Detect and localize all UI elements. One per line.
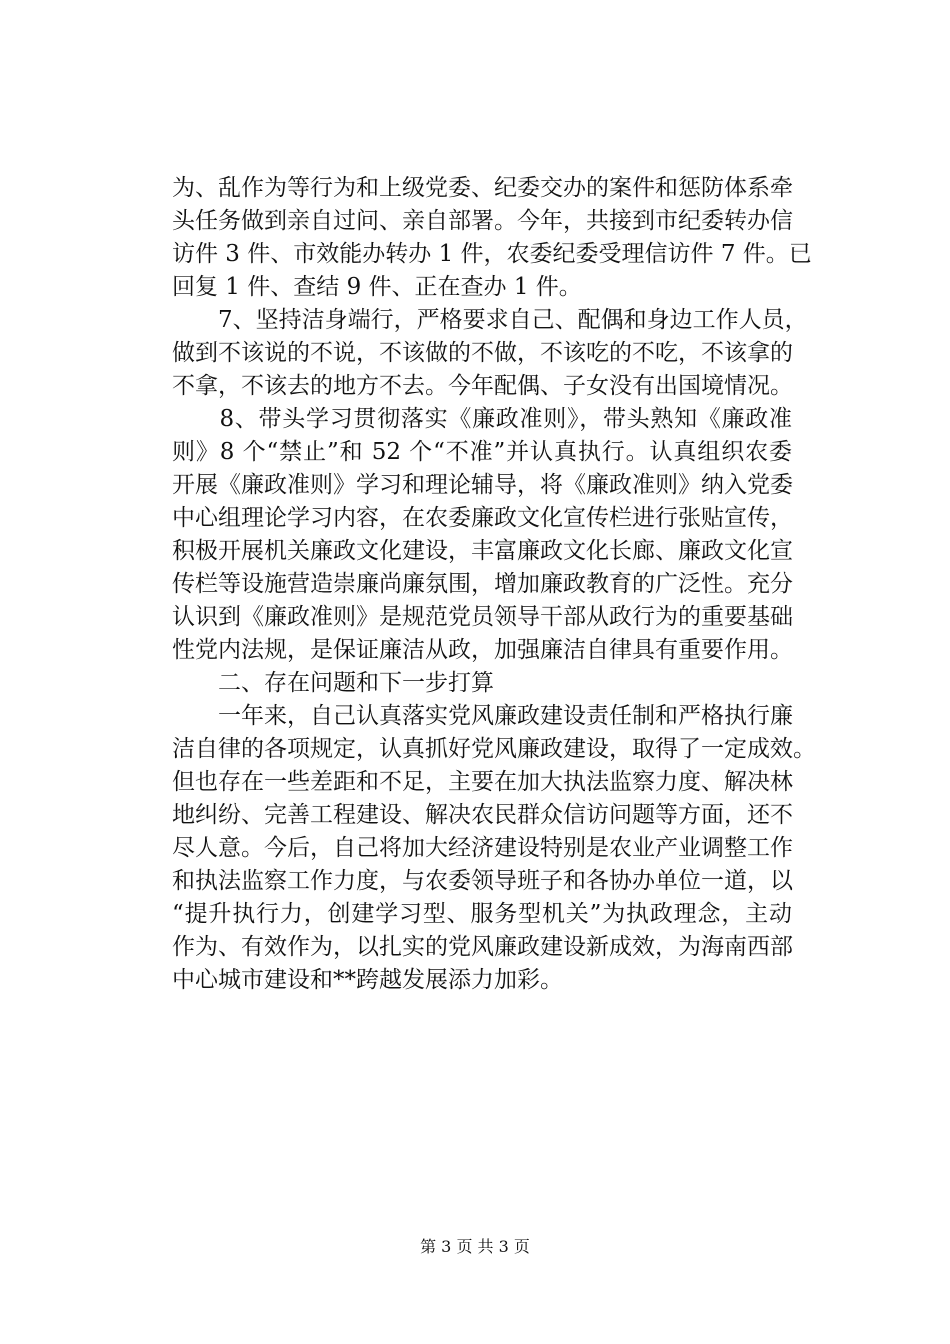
text-line: 7、坚持洁身端行，严格要求自己、配偶和身边工作人员，: [172, 307, 808, 333]
text-line: 和执法监察工作力度，与农委领导班子和各协办单位一道，以: [172, 868, 793, 894]
text-line: 性党内法规，是保证廉洁从政，加强廉洁自律具有重要作用。: [172, 637, 793, 663]
text-line: “提升执行力，创建学习型、服务型机关”为执政理念，主动: [172, 901, 792, 927]
text-line: 中心组理论学习内容，在农委廉政文化宣传栏进行张贴宣传，: [172, 505, 793, 531]
text-line: 认识到《廉政准则》是规范党员领导干部从政行为的重要基础: [172, 604, 793, 630]
text-line: 洁自律的各项规定，认真抓好党风廉政建设，取得了一定成效。: [172, 736, 816, 762]
text-line: 一年来，自己认真落实党风廉政建设责任制和严格执行廉: [172, 703, 793, 729]
document-body: [172, 172, 816, 997]
text-line: 尽人意。今后，自己将加大经济建设特别是农业产业调整工作: [172, 835, 793, 861]
text-line: 头任务做到亲自过问、亲自部署。今年，共接到市纪委转办信: [172, 208, 793, 234]
page-footer: 第 3 页 共 3 页: [420, 1237, 530, 1256]
text-line: 中心城市建设和**跨越发展添力加彩。: [172, 967, 563, 993]
text-line: 二、存在问题和下一步打算: [172, 670, 494, 696]
text-line: 作为、有效作为，以扎实的党风廉政建设新成效，为海南西部: [172, 934, 793, 960]
text-line: 访件 3 件、市效能办转办 1 件，农委纪委受理信访件 7 件。已: [172, 241, 812, 267]
text-line: 传栏等设施营造崇廉尚廉氛围，增加廉政教育的广泛性。充分: [172, 571, 793, 597]
text-line: 则》8 个“禁止”和 52 个“不准”并认真执行。认真组织农委: [172, 439, 792, 465]
text-line: 8、带头学习贯彻落实《廉政准则》，带头熟知《廉政准: [172, 406, 792, 432]
text-line: 回复 1 件、查结 9 件、正在查办 1 件。: [172, 274, 582, 300]
text-line: 开展《廉政准则》学习和理论辅导，将《廉政准则》纳入党委: [172, 472, 793, 498]
text-line: 地纠纷、完善工程建设、解决农民群众信访问题等方面，还不: [172, 802, 793, 828]
text-line: 但也存在一些差距和不足，主要在加大执法监察力度、解决林: [172, 769, 793, 795]
text-line: 做到不该说的不说，不该做的不做，不该吃的不吃，不该拿的: [172, 340, 793, 366]
text-line: 为、乱作为等行为和上级党委、纪委交办的案件和惩防体系牵: [172, 175, 793, 201]
text-line: 积极开展机关廉政文化建设，丰富廉政文化长廊、廉政文化宣: [172, 538, 793, 564]
text-line: 不拿，不该去的地方不去。今年配偶、子女没有出国境情况。: [172, 373, 793, 399]
